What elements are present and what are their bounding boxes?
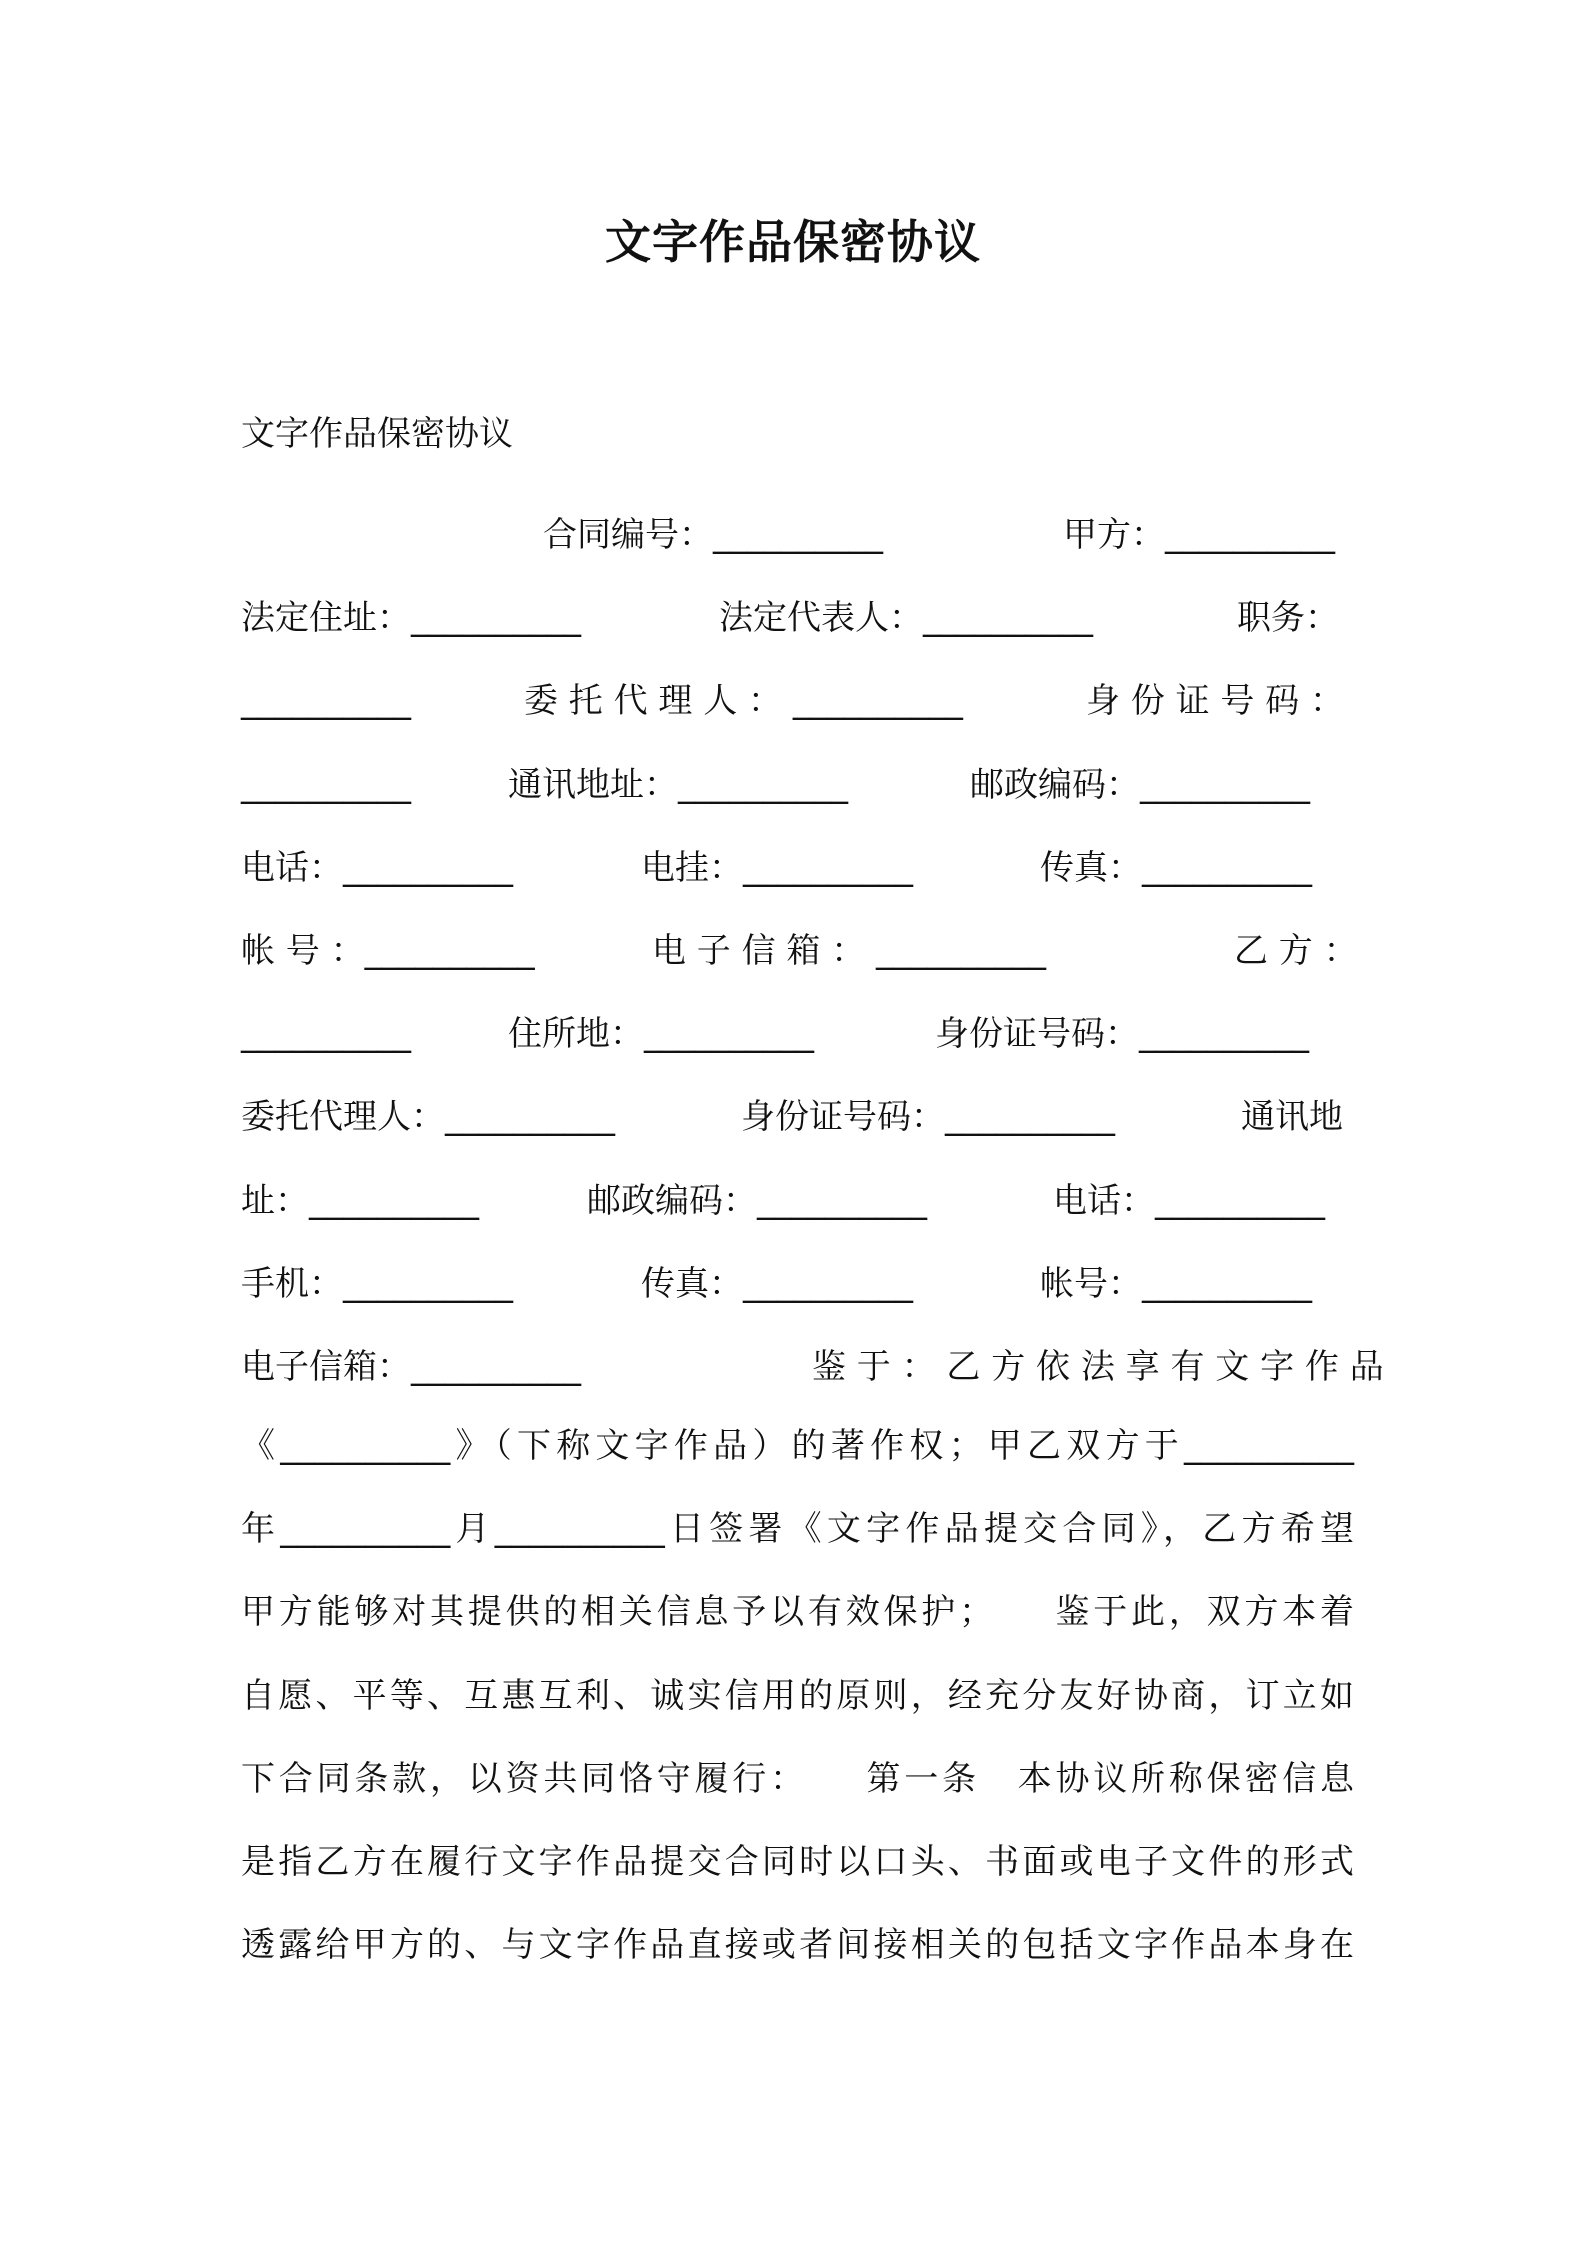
form-field-text: 电话：__________ <box>1053 1180 1325 1221</box>
document-subtitle: 文字作品保密协议 <box>241 414 513 454</box>
form-field-text: 电挂：__________ <box>641 847 913 888</box>
form-field-text: 帐号：__________ <box>1040 1263 1312 1304</box>
form-field-text: 通讯地址：__________ <box>508 764 848 805</box>
form-field-text: 传真：__________ <box>641 1263 913 1304</box>
form-line <box>241 1176 1354 1226</box>
form-field-text: 乙 方 ： <box>1234 931 1358 971</box>
paragraph-line: 下合同条款，以资共同恪守履行： 第一条 本协议所称保密信息 <box>241 1758 1354 1799</box>
form-field-text: 委托代理人：__________ <box>241 1097 615 1138</box>
form-field-text: 住所地：__________ <box>508 1014 814 1055</box>
form-line <box>241 593 1354 643</box>
paragraph-line: 透露给甲方的、与文字作品直接或者间接相关的包括文字作品本身在 <box>241 1925 1354 1966</box>
form-field-text: 法定代表人：__________ <box>719 598 1093 639</box>
form-line <box>241 1092 1354 1142</box>
form-field-text: 邮政编码：__________ <box>587 1180 927 1221</box>
form-field-text: 帐 号 ：__________ <box>241 931 535 971</box>
form-field-text: 甲方：__________ <box>1063 515 1335 555</box>
form-field-text: 合同编号：__________ <box>543 515 883 555</box>
form-line <box>241 760 1354 810</box>
form-field-text: 身份证号码：__________ <box>741 1097 1115 1138</box>
form-line <box>241 676 1354 726</box>
form-field-text: 手机：__________ <box>241 1263 513 1304</box>
form-line <box>241 1009 1354 1059</box>
form-field-text: 身份证号码：__________ <box>935 1014 1309 1055</box>
form-field-text: __________ <box>241 681 411 722</box>
form-field-text: 身 份 证 号 码 ： <box>1086 681 1345 722</box>
form-field-text: 电子信箱：__________ <box>241 1347 581 1387</box>
form-field-text: 法定住址：__________ <box>241 598 581 639</box>
form-field-text: 址：__________ <box>241 1180 479 1221</box>
form-field-text: 通讯地 <box>1241 1097 1343 1138</box>
form-field-text: __________ <box>241 764 411 805</box>
paragraph-line: 是指乙方在履行文字作品提交合同时以口头、书面或电子文件的形式 <box>241 1842 1354 1882</box>
form-field-text: 传真：__________ <box>1040 847 1312 888</box>
paragraph-line: 自愿、平等、互惠互利、诚实信用的原则，经充分友好协商，订立如 <box>241 1675 1354 1716</box>
paragraph-line: 年__________月__________日签署《文字作品提交合同》，乙方希望 <box>241 1509 1354 1550</box>
form-field-text: 职务： <box>1237 598 1339 639</box>
form-field-text: 电 子 信 箱 ： __________ <box>652 931 1047 971</box>
paragraph-line: 《__________》（下称文字作品）的著作权；甲乙双方于__________ <box>241 1426 1354 1466</box>
form-line <box>241 510 1354 560</box>
form-line <box>241 926 1358 976</box>
form-field-text: 委 托 代 理 人 ： __________ <box>524 681 963 722</box>
form-field-text: 鉴 于 ： 乙 方 依 法 享 有 文 字 作 品 <box>812 1347 1384 1387</box>
form-field-text: 邮政编码：__________ <box>970 764 1310 805</box>
document-title: 文字作品保密协议 <box>605 215 981 269</box>
form-field-text: 电话：__________ <box>241 847 513 888</box>
form-line <box>241 843 1354 893</box>
form-line <box>241 1342 1384 1392</box>
form-field-text: __________ <box>241 1014 411 1055</box>
paragraph-line: 甲方能够对其提供的相关信息予以有效保护； 鉴于此，双方本着 <box>241 1592 1354 1633</box>
form-line <box>241 1259 1354 1309</box>
